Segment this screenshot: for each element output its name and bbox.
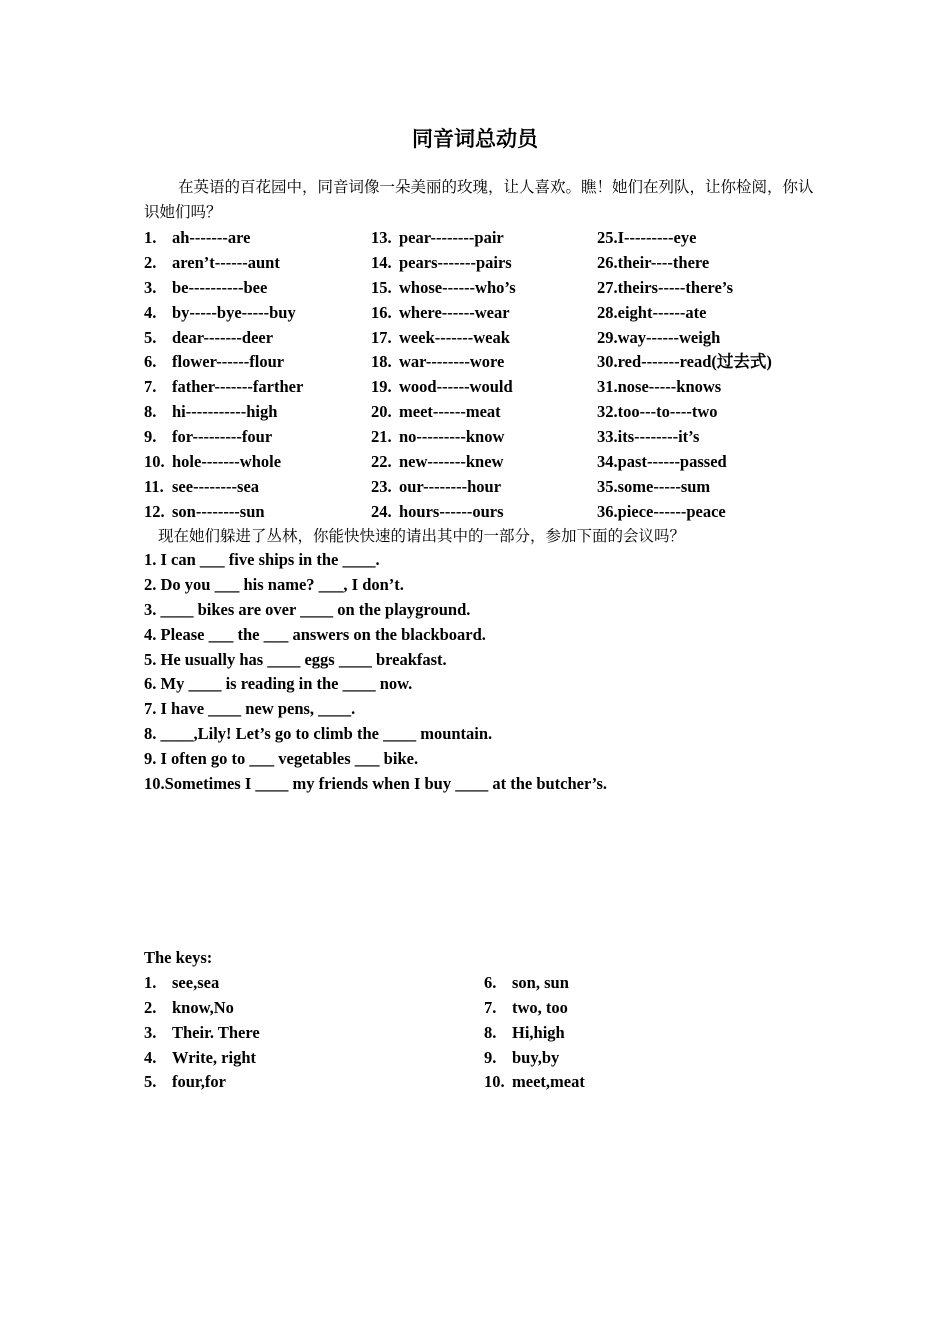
item-number: 19.	[371, 377, 392, 397]
list-item	[144, 500, 844, 525]
homophone-pair: for---------four	[172, 427, 273, 447]
homophone-pair: week-------weak	[399, 327, 510, 347]
question-item: 5. He usually has ____ eggs ____ breakfast.	[144, 649, 447, 669]
homophone-pair: 27.theirs-----there’s	[597, 277, 734, 297]
exercise-intro: 现在她们躲进了丛林，你能快快速的请出其中的一部分，参加下面的会议吗？	[158, 527, 686, 545]
homophone-pair: son--------sun	[172, 501, 265, 521]
item-number: 21.	[371, 427, 392, 447]
homophone-pair: 29.way------weigh	[597, 327, 721, 347]
answer-text: four,for	[172, 1072, 226, 1092]
homophone-pair: ah-------are	[172, 228, 251, 247]
answer-number: 3.	[144, 1022, 157, 1042]
intro-paragraph: 在英语的百花园中，同音词像一朵美丽的玫瑰，让人喜欢。瞧！她们在列队，让你检阅，你认识她们吗？	[144, 178, 814, 221]
item-number: 10.	[144, 452, 165, 472]
homophone-pair: wood------would	[399, 377, 513, 397]
item-number: 24.	[371, 501, 392, 521]
answer-text: Hi,high	[512, 1022, 565, 1042]
answer-number: 5.	[144, 1072, 157, 1092]
homophone-pair: where------wear	[399, 302, 510, 322]
answer-key	[144, 946, 844, 1095]
question-item: 6. My ____ is reading in the ____ now.	[144, 674, 413, 694]
page-title: 同音词总动员	[412, 127, 538, 151]
question-list	[144, 548, 607, 797]
homophone-pair: flower------flour	[172, 352, 285, 372]
answer-text: Write, right	[172, 1047, 257, 1067]
question-item: 4. Please ___ the ___ answers on the blackboard.	[144, 624, 486, 644]
list-item	[144, 276, 844, 301]
answer-number: 2.	[144, 997, 157, 1017]
homophone-pair: 34.past------passed	[597, 452, 727, 472]
question-item: 1. I can ___ five ships in the ____.	[144, 550, 380, 569]
item-number: 8.	[144, 402, 157, 422]
answer-text: know,No	[172, 997, 234, 1017]
answer-text: see,sea	[172, 972, 220, 992]
item-number: 16.	[371, 302, 392, 322]
homophone-pair: hole-------whole	[172, 452, 282, 472]
question-item: 2. Do you ___ his name? ___, I don’t.	[144, 574, 404, 594]
homophone-pair: new-------knew	[399, 452, 504, 472]
item-number: 2.	[144, 252, 157, 272]
homophone-pair: hours------ours	[399, 501, 504, 521]
question-item: 3. ____ bikes are over ____ on the playground.	[144, 599, 471, 619]
homophone-pair: dear-------deer	[172, 327, 274, 347]
homophone-pair: 32.too---to----two	[597, 402, 718, 422]
homophone-pair: war--------wore	[399, 352, 505, 372]
answer-row	[144, 1046, 844, 1071]
answer-number: 9.	[484, 1047, 497, 1067]
list-item	[144, 301, 844, 326]
answer-text: son, sun	[512, 972, 569, 992]
homophone-pair: 28.eight------ate	[597, 302, 707, 322]
item-number: 23.	[371, 476, 392, 496]
question-item: 7. I have ____ new pens, ____.	[144, 699, 356, 719]
item-number: 5.	[144, 327, 157, 347]
item-number: 9.	[144, 427, 157, 447]
homophone-pair: father-------farther	[172, 377, 304, 397]
homophone-pair: be----------bee	[172, 277, 268, 297]
homophone-pair: 25.I---------eye	[597, 228, 697, 247]
homophone-pair: pear--------pair	[399, 228, 504, 247]
list-item	[144, 251, 844, 276]
homophone-pair: meet------meat	[399, 402, 501, 422]
homophone-pair: hi-----------high	[172, 402, 278, 422]
item-number: 14.	[371, 252, 392, 272]
homophone-list	[144, 226, 844, 525]
answer-number: 6.	[484, 972, 497, 992]
item-number: 12.	[144, 501, 165, 521]
answer-number: 4.	[144, 1047, 157, 1067]
item-number: 1.	[144, 228, 157, 247]
answer-number: 7.	[484, 997, 497, 1017]
list-item	[144, 226, 844, 251]
answer-text: two, too	[512, 997, 568, 1017]
homophone-pair: aren’t------aunt	[172, 252, 280, 272]
answer-number: 1.	[144, 972, 157, 992]
answer-row	[144, 1070, 844, 1095]
item-number: 4.	[144, 302, 157, 322]
item-number: 15.	[371, 277, 392, 297]
answer-row	[144, 996, 844, 1021]
list-item	[144, 400, 844, 425]
answer-text: Their. There	[172, 1022, 260, 1042]
homophone-pair: our--------hour	[399, 476, 502, 496]
item-number: 6.	[144, 352, 157, 372]
homophone-pair: 36.piece------peace	[597, 501, 726, 521]
answer-text: meet,meat	[512, 1072, 585, 1092]
question-item: 10.Sometimes I ____ my friends when I buy ____ at the butcher’s.	[144, 774, 608, 794]
answer-number: 10.	[484, 1072, 505, 1092]
item-number: 11.	[144, 476, 164, 496]
homophone-pair: whose------who’s	[399, 277, 516, 297]
answer-row	[144, 971, 844, 996]
homophone-pair: 31.nose-----knows	[597, 377, 722, 397]
homophone-pair: 30.red-------read(过去式)	[597, 352, 772, 372]
question-item: 8. ____,Lily! Let’s go to climb the ____ mountain.	[144, 724, 493, 744]
item-number: 3.	[144, 277, 157, 297]
list-item	[144, 475, 844, 500]
homophone-pair: no---------know	[399, 427, 505, 447]
homophone-pair: 26.their----there	[597, 252, 710, 272]
homophone-pair: by-----bye-----buy	[172, 302, 296, 322]
homophone-pair: 35.some-----sum	[597, 476, 711, 496]
answer-key-title: The keys:	[144, 948, 213, 967]
answer-number: 8.	[484, 1022, 497, 1042]
answer-text: buy,by	[512, 1047, 560, 1067]
item-number: 20.	[371, 402, 392, 422]
list-item	[144, 375, 844, 400]
homophone-pair: 33.its--------it’s	[597, 427, 700, 447]
item-number: 7.	[144, 377, 157, 397]
item-number: 22.	[371, 452, 392, 472]
answer-row	[144, 1021, 844, 1046]
list-item	[144, 450, 844, 475]
item-number: 18.	[371, 352, 392, 372]
homophone-pair: pears-------pairs	[399, 252, 512, 272]
question-item: 9. I often go to ___ vegetables ___ bike.	[144, 749, 419, 769]
list-item	[144, 425, 844, 450]
item-number: 13.	[371, 228, 392, 247]
list-item	[144, 326, 844, 351]
list-item	[144, 350, 844, 375]
item-number: 17.	[371, 327, 392, 347]
homophone-pair: see--------sea	[172, 476, 260, 496]
